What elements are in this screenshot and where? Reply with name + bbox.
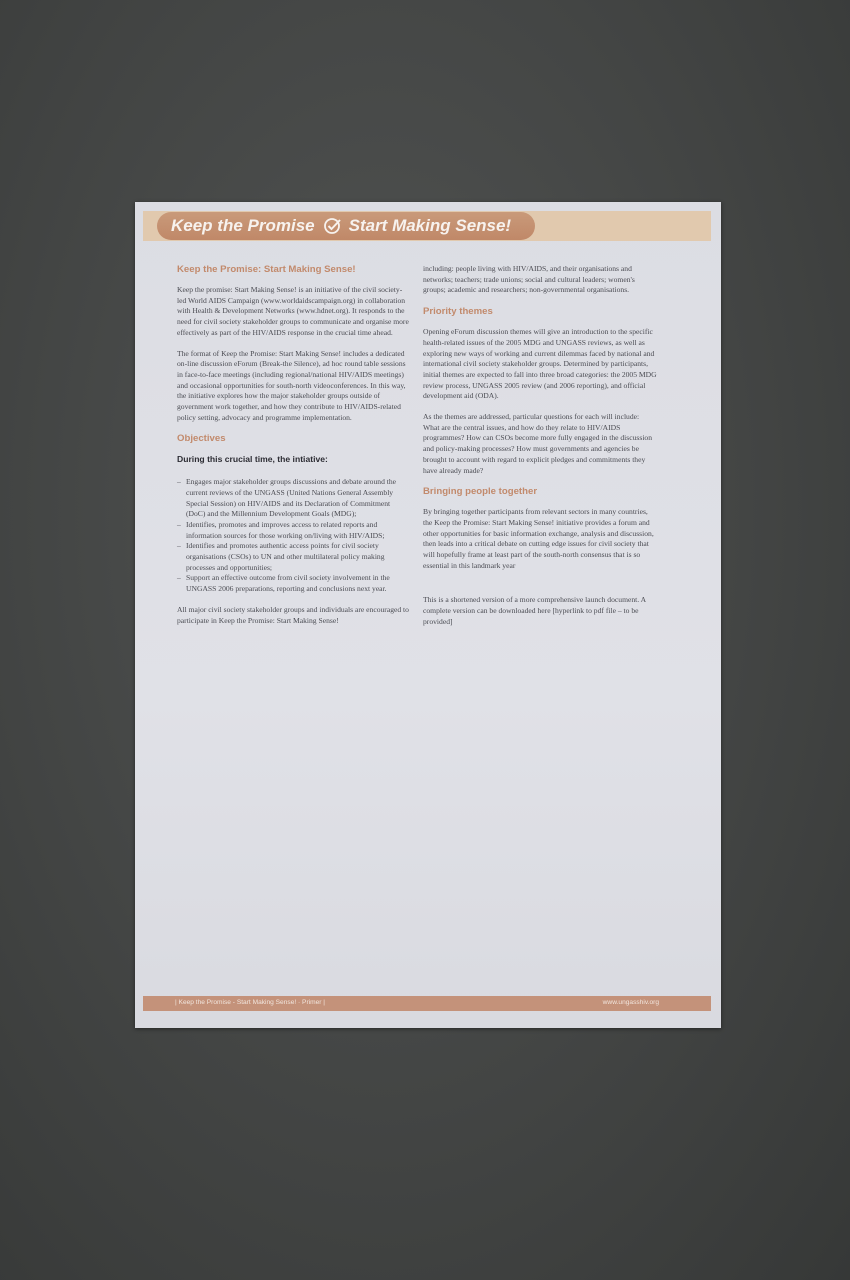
bringing-paragraph: By bringing together participants from relevant sectors in many countries, the Keep the Promise: Start Making Sense! initiative provides a forum and other opportunities for basic information exchange, analysis and discussion, then leads into a critical debate on cutting edge issues for civil society that will hopefully frame at least part of the south-north consensus that is so essential in this landmark year bbox=[423, 507, 654, 570]
header-title-part2: Start Making Sense! bbox=[348, 216, 512, 235]
right-column bbox=[423, 264, 657, 638]
header-title-part1: Keep the Promise bbox=[171, 216, 315, 235]
footer-url: www.ungasshiv.org bbox=[602, 999, 659, 1006]
priority-heading: Priority themes bbox=[423, 306, 493, 318]
header-banner bbox=[157, 212, 535, 240]
priority-paragraph-2: As the themes are addressed, particular questions for each will include: What are the central issues, and how do they relate to HIV/AIDS programmes? How can CSOs become more fully engaged in the discussion and policy-making processes? How must governments and agencies be brought to account with regard to explicit pledges and commitments they have already made? bbox=[423, 412, 653, 475]
intro-paragraph: Keep the promise: Start Making Sense! is an initiative of the civil society-led World AIDS Campaign (www.worldaidscampaign.org) in collaboration with Health & Development Networks (www.hdnet.org). It responds to the need for civil society stakeholder groups to communicate and organise more effectively as part of the HIV/AIDS response in the crucial time ahead. bbox=[177, 285, 409, 337]
check-circle-icon bbox=[323, 216, 343, 236]
list-item: – Engages major stakeholder groups discussions and debate around the current reviews of the UNGASS (United Nations General Assembly Special Session) on HIV/AIDS and its Declaration of Commitment (DoC) and the Millennium Development Goals (MDG); bbox=[177, 477, 411, 520]
objectives-list bbox=[177, 477, 411, 595]
intro-heading: Keep the Promise: Start Making Sense! bbox=[177, 264, 356, 275]
objectives-heading: Objectives bbox=[177, 433, 226, 445]
shortened-note: This is a shortened version of a more comprehensive launch document. A complete version can be downloaded here [hyperlink to pdf file – to be provided] bbox=[423, 595, 646, 626]
footer-left-text: | Keep the Promise - Start Making Sense! · Primer | bbox=[175, 999, 326, 1006]
list-item: – Identifies and promotes authentic access points for civil society organisations (CSOs) to UN and other multilateral policy making processes and opportunities; bbox=[177, 541, 411, 573]
closing-paragraph: All major civil society stakeholder groups and individuals are encouraged to participate in Keep the Promise: Start Making Sense! bbox=[177, 604, 409, 625]
list-item: – Support an effective outcome from civil society involvement in the UNGASS 2006 preparations, reporting and conclusions next year. bbox=[177, 573, 411, 594]
priority-paragraph-1: Opening eForum discussion themes will give an introduction to the specific health-related issues of the 2005 MDG and UNGASS reviews, as well as exploring new ways of working and current dilemmas faced by national and international civil society stakeholder groups. Determined by participants, initial themes are expected to fall into three broad categories: the 2005 MDG review process, UNGASS 2005 review (and 2006 reporting), and official development aid (ODA). bbox=[423, 327, 657, 401]
left-column bbox=[177, 264, 411, 636]
list-item: – Identifies, promotes and improves access to related reports and information sources for those working on/living with HIV/AIDS; bbox=[177, 520, 411, 541]
document-page bbox=[135, 202, 721, 1028]
stakeholders-paragraph: including: people living with HIV/AIDS, and their organisations and networks; teachers; trade unions; social and cultural leaders; women's groups; academic and researchers; non-governmental organisations. bbox=[423, 264, 635, 295]
objectives-subheading: During this crucial time, the intiative: bbox=[177, 454, 328, 465]
format-paragraph: The format of Keep the Promise: Start Making Sense! includes a dedicated on-line discussion eForum (Break-the Silence), ad hoc round table sessions in face-to-face meetings (including regional/national HIV/AIDS meetings) and occasional opportunities for south-north videoconferences. In this way, the initiative explores how the major stakeholder groups outside of government work together, and how they contribute to HIV/AIDS-related policy setting, advocacy and programme implementation. bbox=[177, 348, 406, 422]
bringing-heading: Bringing people together bbox=[423, 486, 538, 498]
footer-band bbox=[143, 996, 711, 1011]
